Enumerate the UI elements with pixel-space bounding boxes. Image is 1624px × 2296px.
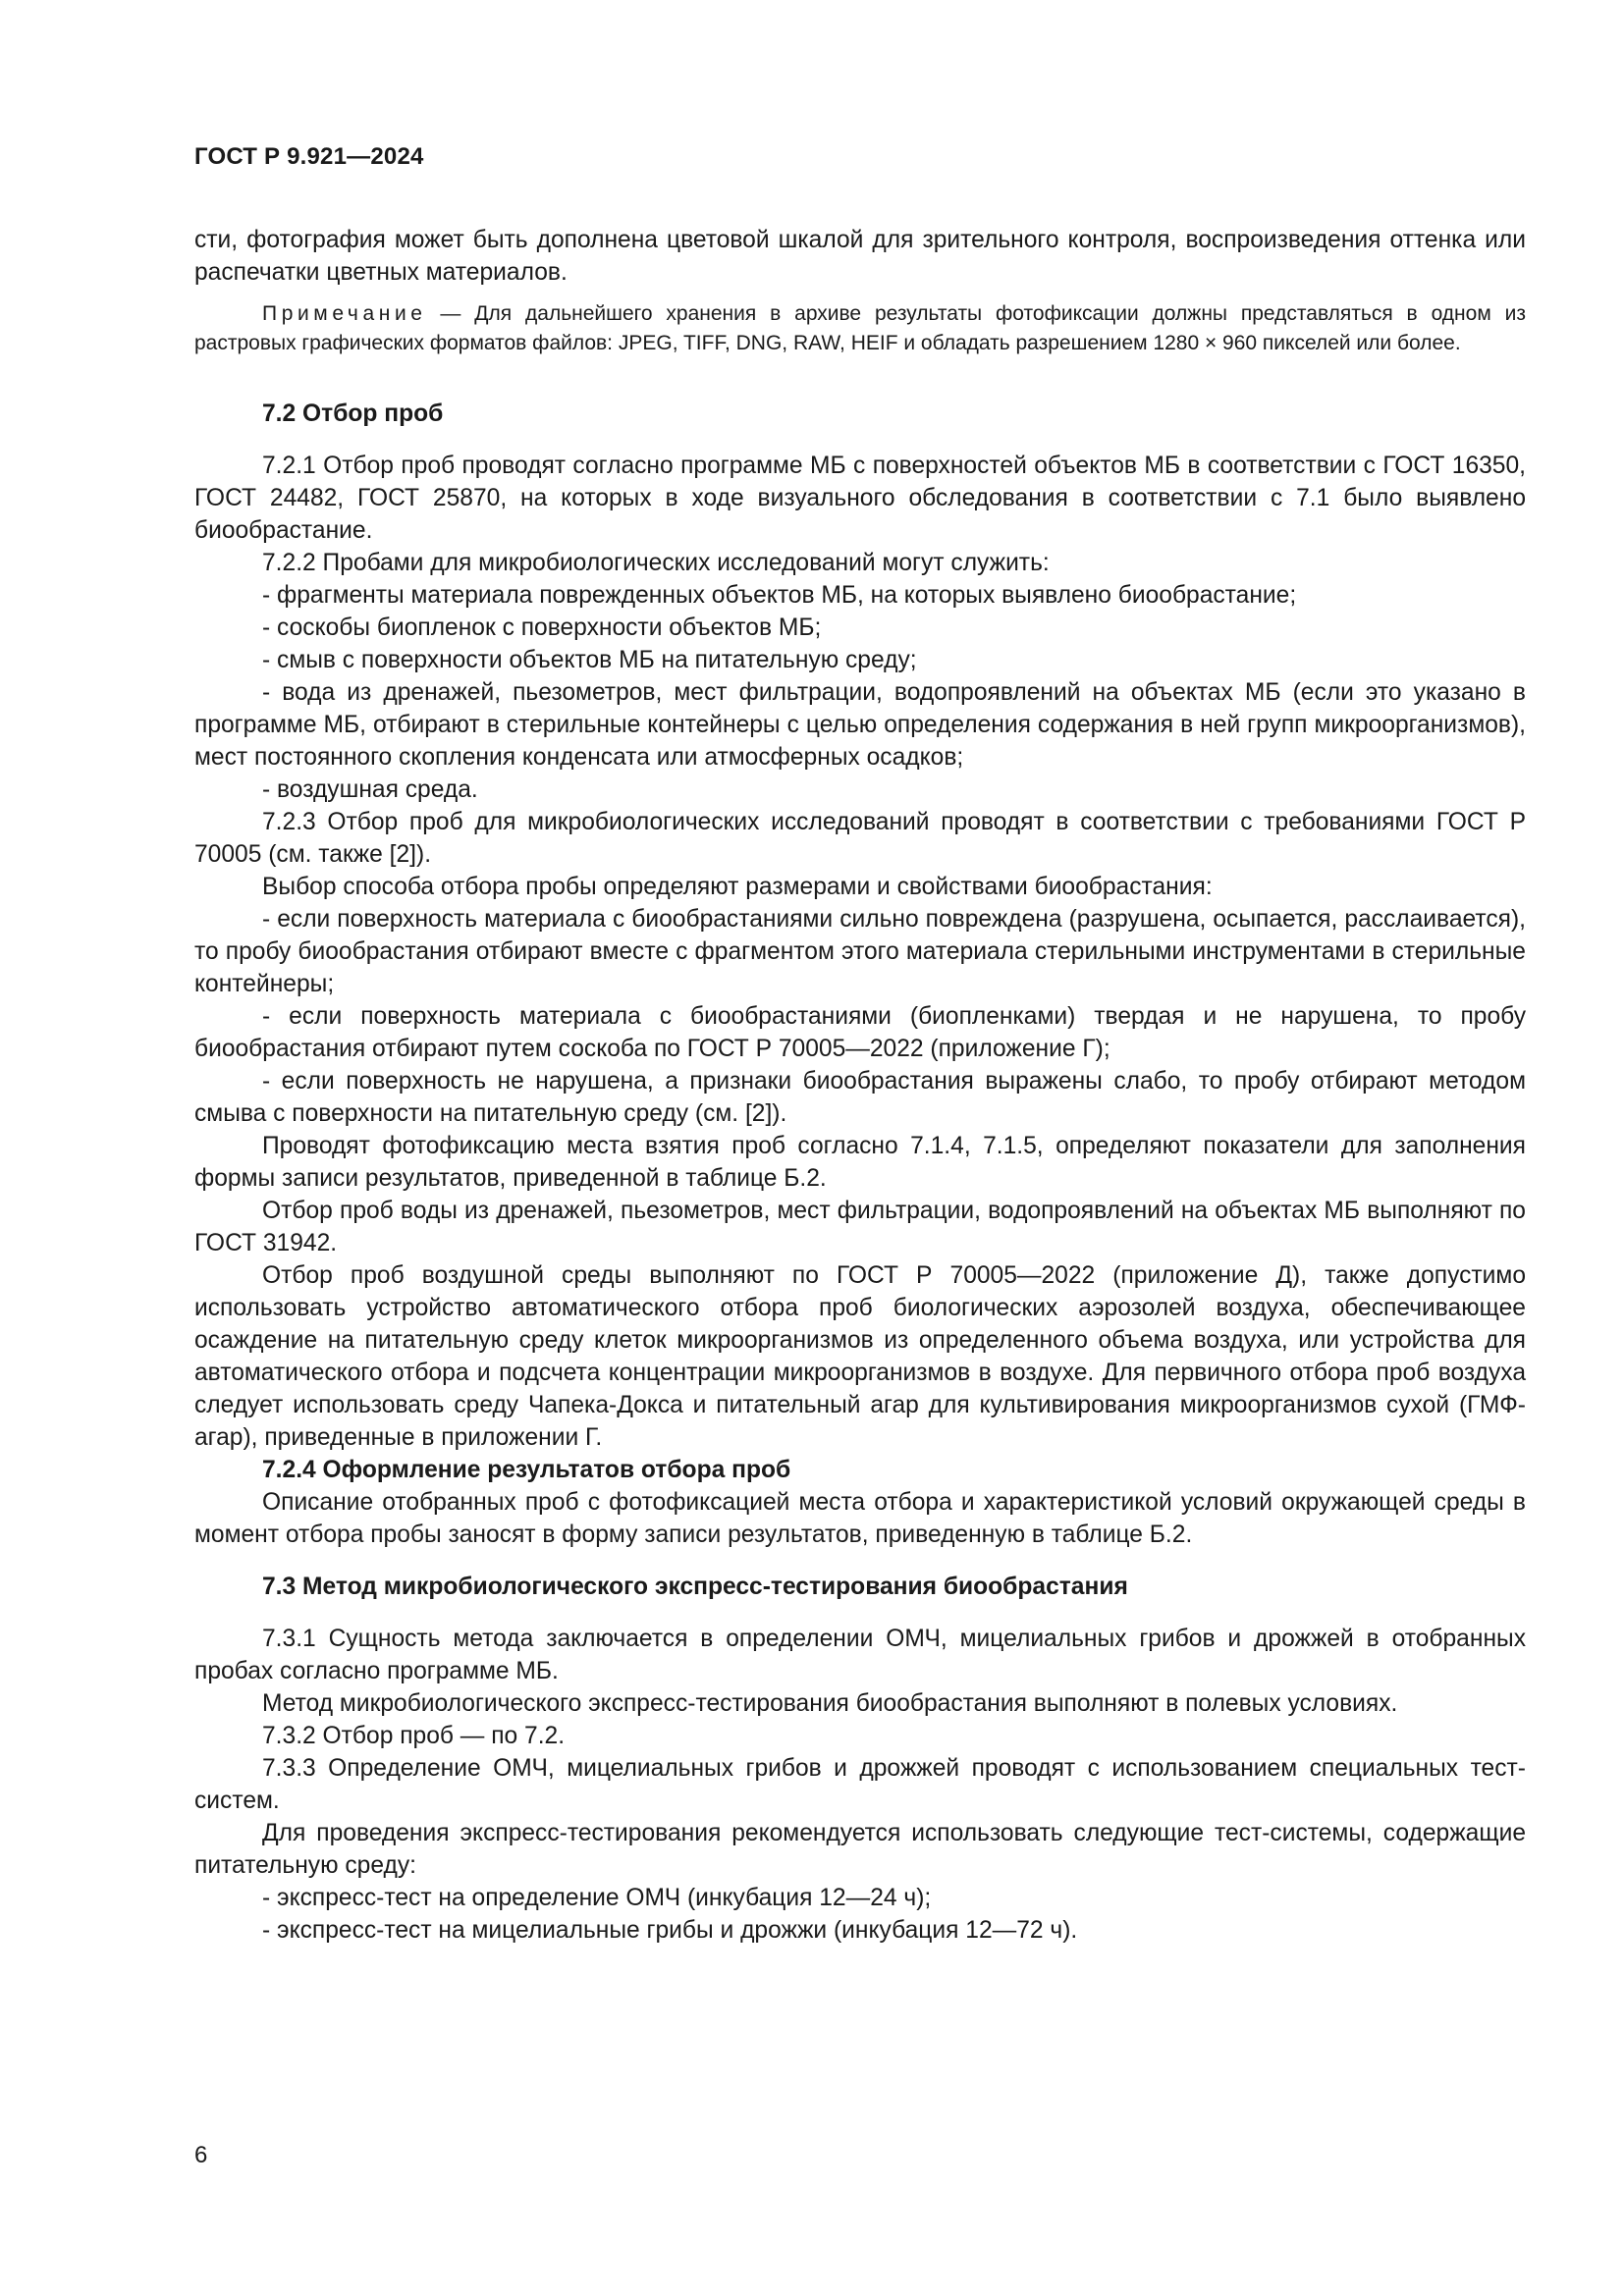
note-text: — Для дальнейшего хранения в архиве результаты фотофиксации должны представляться в одном из растровых графических форматов файлов: JPEG, TIFF, DNG, RAW, HEIF и обладать разрешением 1280 × 960 пикселей или более. xyxy=(194,302,1526,354)
list-item: - вода из дренажей, пьезометров, мест фильтрации, водопроявлений на объектах МБ (если это указано в программе МБ, отбирают в стерильные контейнеры с целью определения содержания в ней групп микроорганизмов), мест постоянного скопления конденсата или атмосферных осадков; xyxy=(194,679,1526,771)
list-item: - если поверхность материала с биообрастаниями сильно повреждена (разрушена, осыпается, расслаивается), то пробу биообрастания отбирают вместе с фрагментом этого материала стерильными инструментами в стерильные контейнеры; xyxy=(194,906,1526,997)
paragraph-choice: Выбор способа отбора пробы определяют размерами и свойствами биообрастания: xyxy=(262,874,1213,900)
document-body xyxy=(194,224,1526,1947)
paragraph-7-3-2: 7.3.2 Отбор проб — по 7.2. xyxy=(262,1723,566,1749)
section-heading-7-3: 7.3 Метод микробиологического экспресс-тестирования биообрастания xyxy=(262,1574,1128,1600)
paragraph-express: Для проведения экспресс-тестирования рекомендуется использовать следующие тест-системы, содержащие питательную среду: xyxy=(194,1820,1526,1879)
list-item: - если поверхность материала с биообрастаниями (биопленками) твердая и не нарушена, то пробу биообрастания отбирают путем соскоба по ГОСТ Р 70005—2022 (приложение Г); xyxy=(194,1003,1526,1062)
paragraph-air: Отбор проб воздушной среды выполняют по ГОСТ Р 70005—2022 (приложение Д), также допустимо использовать устройство автоматического отбора проб биологических аэрозолей воздуха, обеспечивающее осаждение на питательную среду клеток микроорганизмов из определенного объема воздуха, или устройства для автоматического отбора и подсчета концентрации микроорганизмов в воздухе. Для первичного отбора проб воздуха следует использовать среду Чапека-Докса и питательный агар для культивирования микроорганизмов сухой (ГМФ-агар), приведенные в приложении Г. xyxy=(194,1262,1526,1451)
page-number: 6 xyxy=(194,2142,208,2168)
section-heading-7-2: 7.2 Отбор проб xyxy=(262,400,444,427)
paragraph-method: Метод микробиологического экспресс-тестирования биообрастания выполняют в полевых условиях. xyxy=(262,1690,1398,1717)
list-item: - фрагменты материала поврежденных объектов МБ, на которых выявлено биообрастание; xyxy=(262,582,1297,609)
paragraph-7-2-2: 7.2.2 Пробами для микробиологических исследований могут служить: xyxy=(262,550,1050,576)
list-item: - воздушная среда. xyxy=(262,776,478,803)
list-item: - смыв с поверхности объектов МБ на питательную среду; xyxy=(262,647,917,673)
list-item: - экспресс-тест на определение ОМЧ (инкубация 12—24 ч); xyxy=(262,1885,932,1911)
document-header: ГОСТ Р 9.921—2024 xyxy=(194,143,424,170)
paragraph-7-3-3: 7.3.3 Определение ОМЧ, мицелиальных грибов и дрожжей проводят с использованием специальных тест-систем. xyxy=(194,1755,1526,1814)
list-item: - если поверхность не нарушена, а признаки биообрастания выражены слабо, то пробу отбирают методом смыва с поверхности на питательную среду (см. [2]). xyxy=(194,1068,1526,1127)
paragraph-water: Отбор проб воды из дренажей, пьезометров, мест фильтрации, водопроявлений на объектах МБ выполняют по ГОСТ 31942. xyxy=(194,1198,1526,1256)
list-item: - экспресс-тест на мицелиальные грибы и дрожжи (инкубация 12—72 ч). xyxy=(262,1917,1078,1944)
note xyxy=(194,299,1526,358)
paragraph-7-2-1: 7.2.1 Отбор проб проводят согласно программе МБ с поверхностей объектов МБ в соответствии с ГОСТ 16350, ГОСТ 24482, ГОСТ 25870, на которых в ходе визуального обследования в соответствии с 7.1 было выявлено биообрастание. xyxy=(194,453,1526,544)
paragraph-continuation: сти, фотография может быть дополнена цветовой шкалой для зрительного контроля, воспроизведения оттенка или распечатки цветных материалов. xyxy=(194,227,1526,286)
list-item: - соскобы биопленок с поверхности объектов МБ; xyxy=(262,614,822,641)
paragraph-7-3-1: 7.3.1 Сущность метода заключается в определении ОМЧ, мицелиальных грибов и дрожжей в отобранных пробах согласно программе МБ. xyxy=(194,1626,1526,1684)
paragraph-7-2-3: 7.2.3 Отбор проб для микробиологических исследований проводят в соответствии с требованиями ГОСТ Р 70005 (см. также [2]). xyxy=(194,809,1526,868)
paragraph-7-2-4: Описание отобранных проб с фотофиксацией места отбора и характеристикой условий окружающей среды в момент отбора пробы заносят в форму записи результатов, приведенную в таблице Б.2. xyxy=(194,1489,1526,1548)
paragraph-photo: Проводят фотофиксацию места взятия проб согласно 7.1.4, 7.1.5, определяют показатели для заполнения формы записи результатов, приведенной в таблице Б.2. xyxy=(194,1133,1526,1192)
note-label: Примечание xyxy=(262,302,427,325)
section-heading-7-2-4: 7.2.4 Оформление результатов отбора проб xyxy=(262,1457,791,1483)
